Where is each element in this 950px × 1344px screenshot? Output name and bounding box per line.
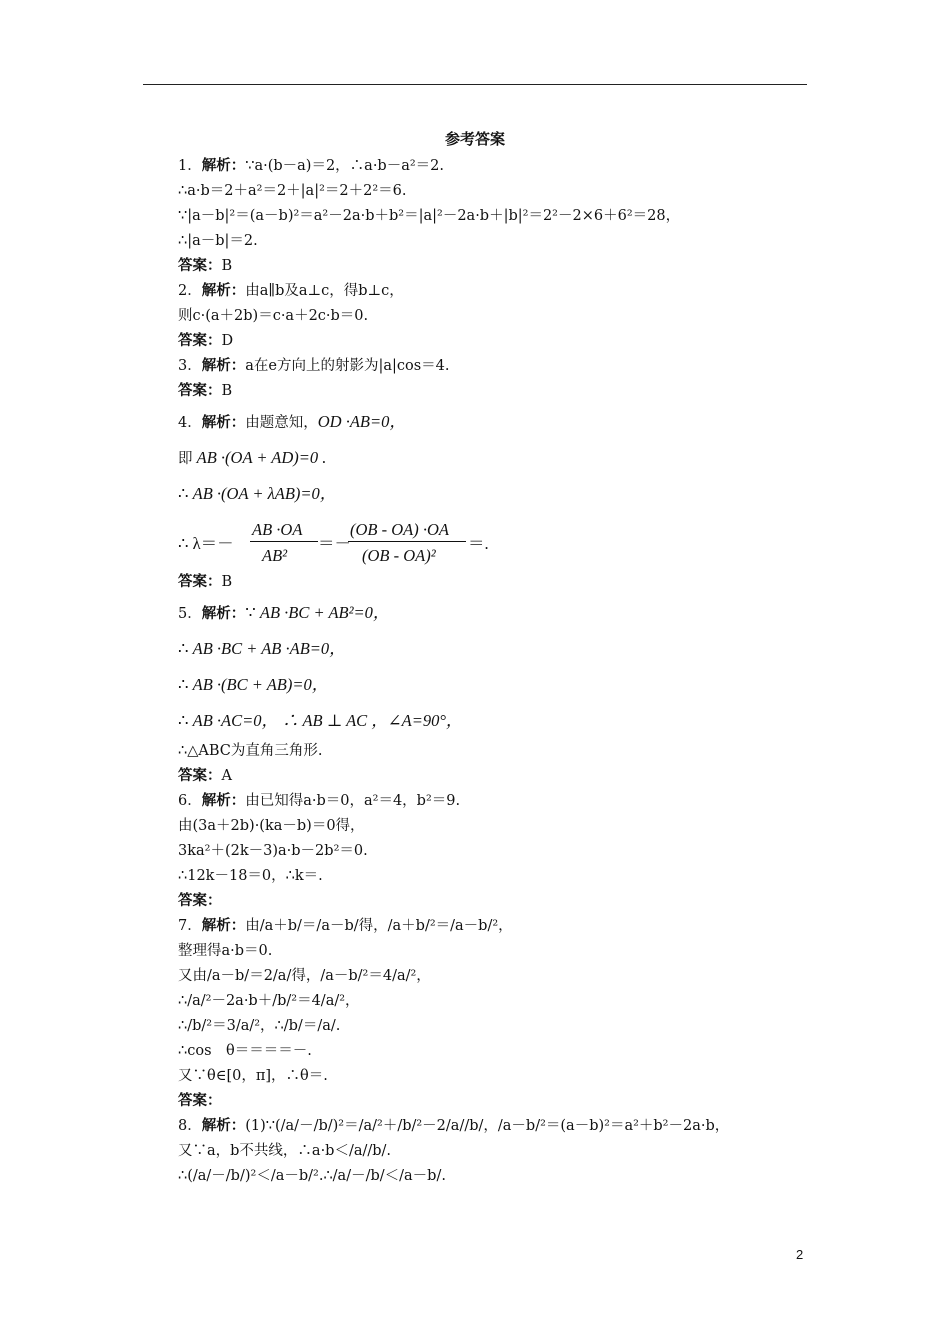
- q1-answer: 答案：B: [178, 258, 233, 274]
- q8-line-1: 8．解析：(1)∵(/a/－/b/)²＝/a/²＋/b/²－2/a//b/，/a－b/²＝(a－b)²＝a²＋b²－2a·b，: [178, 1118, 730, 1134]
- q1-line-1: 1．解析：∵a·(b－a)＝2，∴a·b－a²＝2.: [178, 158, 445, 174]
- q4-line-3: ∴ AB ·(OA + λAB)=0，: [178, 484, 337, 503]
- q4-fraction-line: ∴ λ＝－ AB ·OA AB² ＝－ (OB - OA) ·OA (OB - OA)² ＝.: [178, 520, 489, 565]
- q5-line-5: ∴△ABC为直角三角形.: [178, 743, 323, 759]
- q7-line-3: 又由/a－b/＝2/a/得，/a－b/²＝4/a/²，: [178, 968, 431, 984]
- q7-line-5: ∴/b/²＝3/a/²，∴/b/＝/a/.: [178, 1018, 341, 1034]
- page-number: 2: [796, 1247, 804, 1262]
- q5-line-2: ∴ AB ·BC + AB ·AB=0，: [178, 639, 346, 658]
- q7-line-6: ∴cos θ＝＝＝＝－.: [178, 1043, 312, 1059]
- q6-line-4: ∴12k－18＝0，∴k＝.: [178, 868, 323, 884]
- q6-line-1: 6．解析：由已知得a·b＝0，a²＝4，b²＝9.: [178, 793, 461, 809]
- q8-line-2: 又∵a，b不共线，∴a·b＜/a//b/.: [178, 1143, 392, 1159]
- q2-line-1: 2．解析：由a∥b及a⊥c，得b⊥c，: [178, 283, 404, 299]
- q2-answer: 答案：D: [178, 333, 234, 349]
- page-title: 参考答案: [444, 130, 505, 148]
- q7-line-1: 7．解析：由/a＋b/＝/a－b/得，/a＋b/²＝/a－b/²，: [178, 918, 513, 934]
- q6-line-3: 3ka²＋(2k－3)a·b－2b²＝0.: [178, 843, 368, 859]
- q4-answer: 答案：B: [178, 574, 233, 590]
- header-rule: [143, 84, 807, 85]
- q7-line-4: ∴/a/²－2a·b＋/b/²＝4/a/²，: [178, 993, 360, 1009]
- q8-line-3: ∴(/a/－/b/)²＜/a－b/².∴/a/－/b/＜/a－b/.: [178, 1168, 446, 1184]
- q1-line-4: ∴|a－b|＝2.: [178, 233, 258, 249]
- q5-line-1: 5．解析：∵ AB ·BC + AB²=0，: [178, 603, 390, 622]
- q5-line-4: ∴ AB ·AC=0， ∴ AB ⊥ AC ，∠A=90°，: [178, 711, 463, 730]
- q2-line-2: 则c·(a＋2b)＝c·a＋2c·b＝0.: [178, 308, 369, 324]
- q6-line-2: 由(3a＋2b)·(ka－b)＝0得，: [178, 818, 365, 834]
- q1-line-2: ∴a·b＝2＋a²＝2＋|a|²＝2＋2²＝6.: [178, 183, 407, 199]
- q7-line-2: 整理得a·b＝0.: [178, 943, 273, 959]
- q1-line-3: ∵|a－b|²＝(a－b)²＝a²－2a·b＋b²＝|a|²－2a·b＋|b|²＝2²－2×6＋6²＝28，: [178, 208, 681, 224]
- q7-line-7: 又∵θ∈[0，π]，∴θ＝.: [178, 1068, 328, 1084]
- q5-line-3: ∴ AB ·(BC + AB)=0，: [178, 675, 329, 694]
- q7-answer: 答案：: [178, 1093, 222, 1109]
- q3-line-1: 3．解析：a在e方向上的射影为|a|cos＝4.: [178, 358, 450, 374]
- q6-answer: 答案：: [178, 893, 222, 909]
- q4-line-1: 4．解析：由题意知，OD ·AB=0，: [178, 412, 406, 431]
- q3-answer: 答案：B: [178, 383, 233, 399]
- q4-line-2: 即 AB ·(OA + AD)=0 .: [178, 448, 327, 467]
- answer-content: [178, 154, 818, 1189]
- q5-answer: 答案：A: [178, 768, 232, 784]
